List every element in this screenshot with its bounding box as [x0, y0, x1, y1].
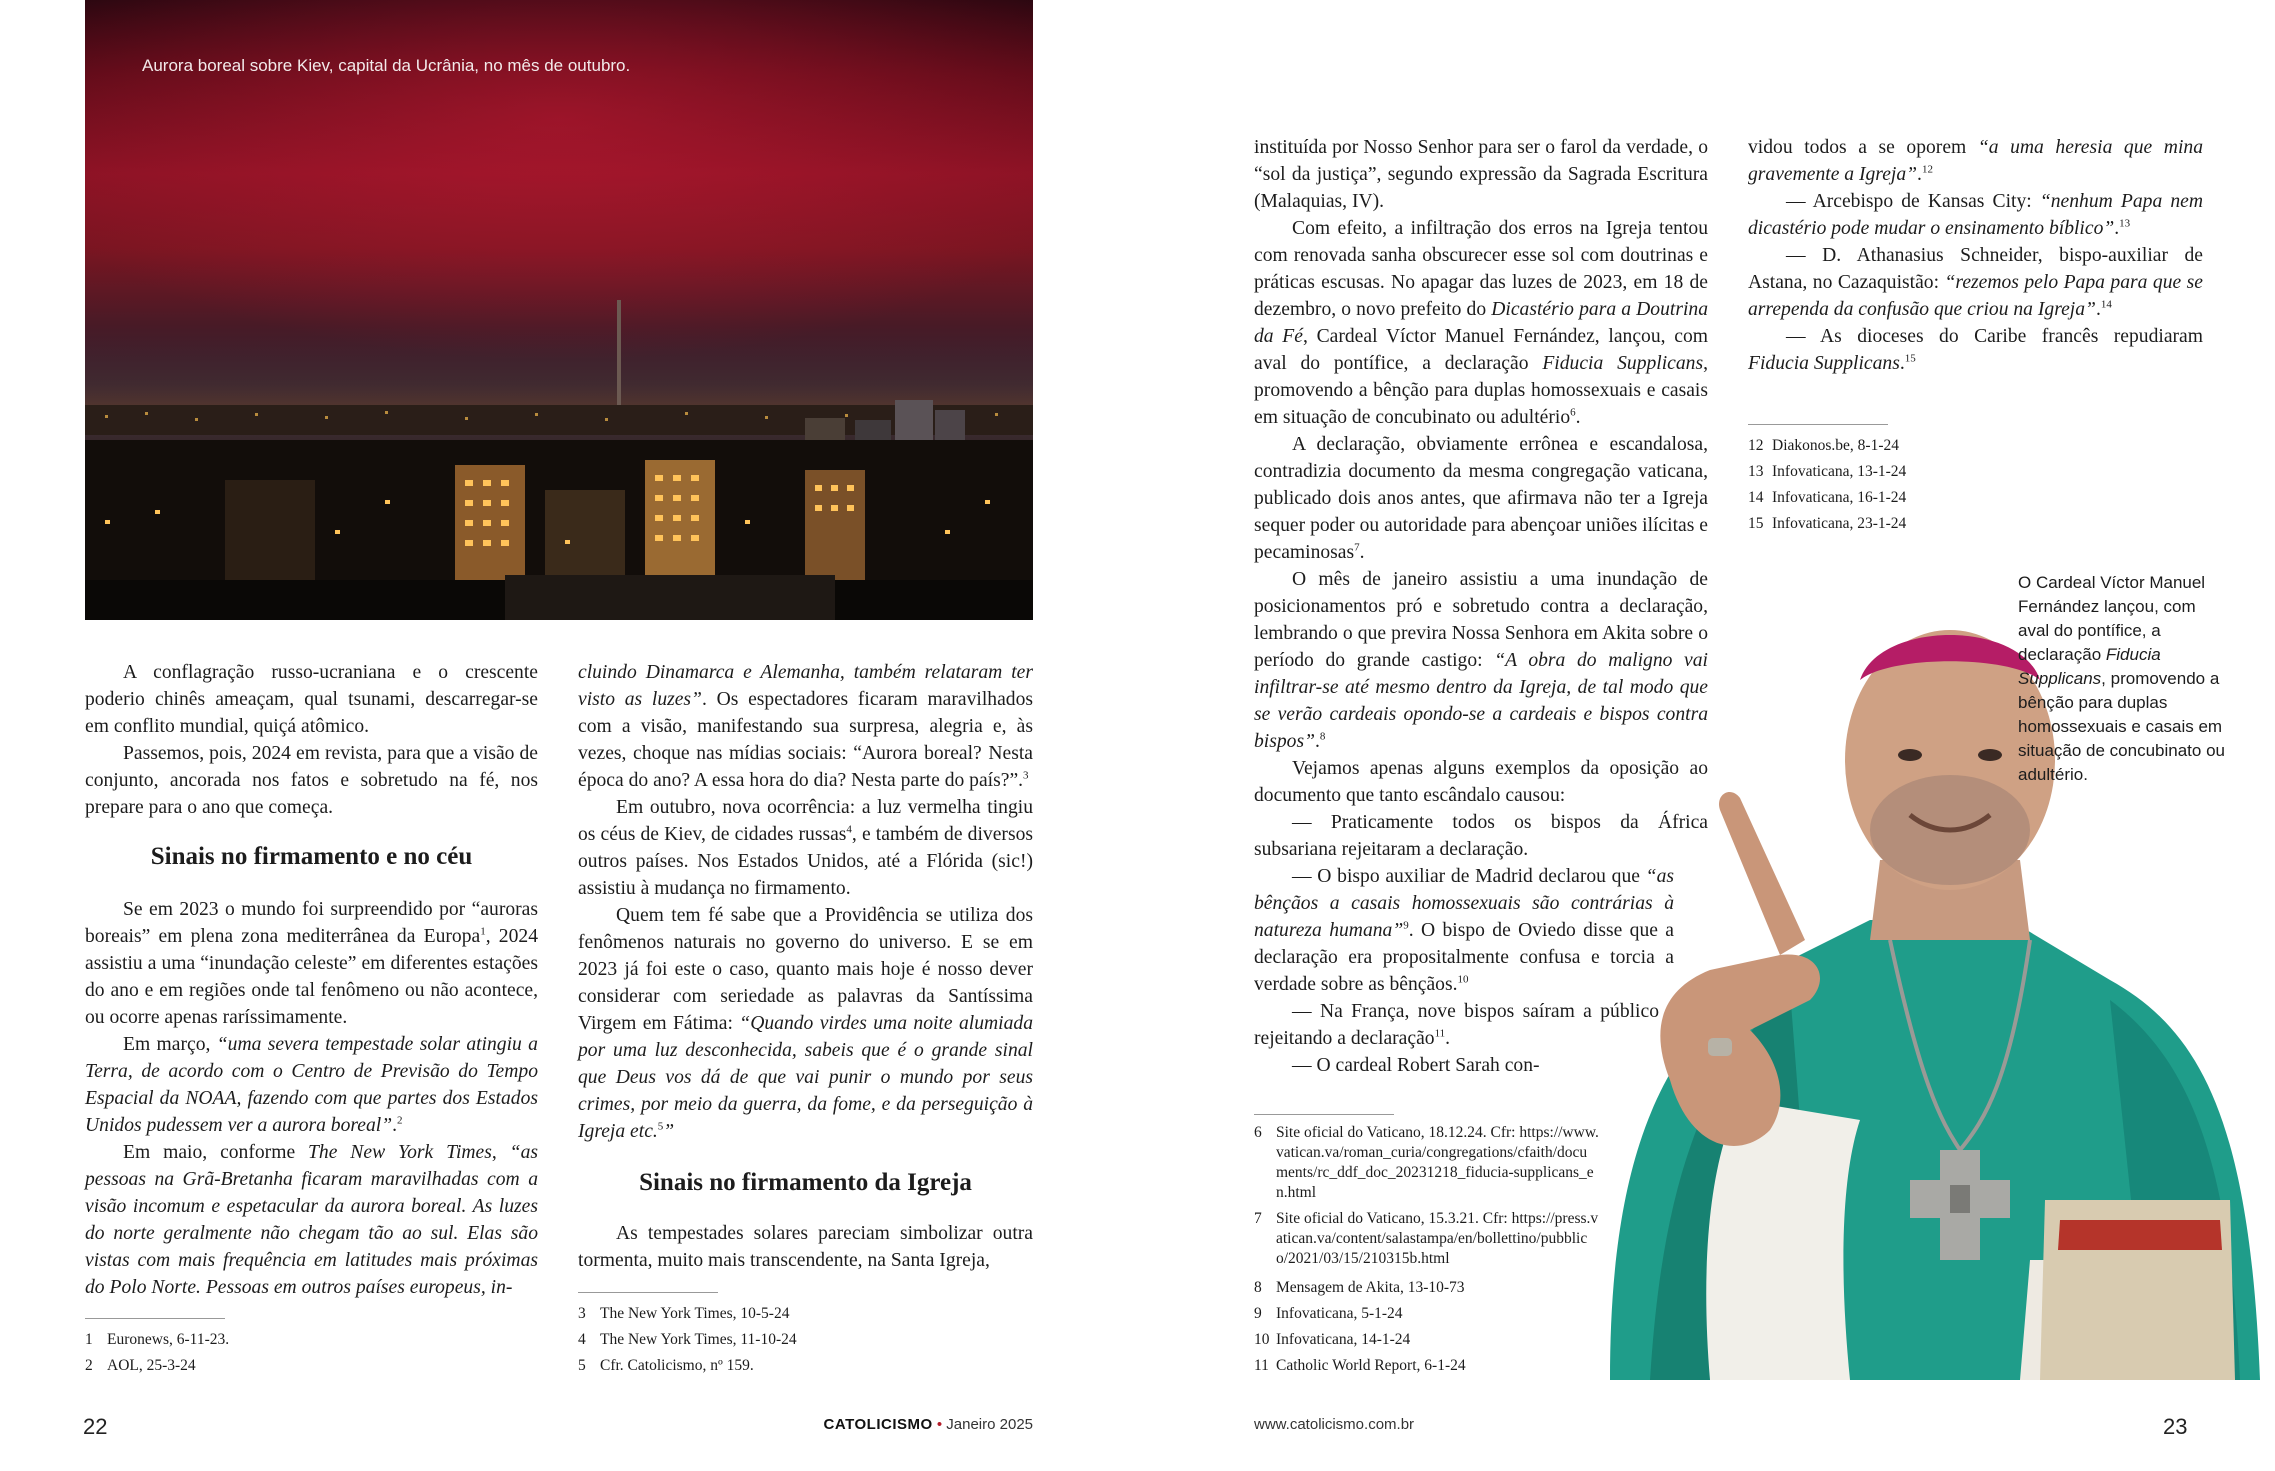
right-column-4 — [1748, 134, 2203, 377]
footnotes-col2 — [578, 1292, 1018, 1379]
footnote: 1 Euronews, 6-11-23. — [85, 1331, 230, 1348]
footnote: 11 Catholic World Report, 6-1-24 — [1254, 1357, 1466, 1374]
paragraph: Em outubro, nova ocorrência: a luz vermelha tingiu os céus de Kiev, de cidades russas$^4$, e também de diversos outros países. Nos Estados Unidos, até a Flórida (sic!) assistiu à mudança no firmamento. — [578, 797, 1033, 899]
footnote-rule — [1748, 424, 1888, 425]
footnote: 8 Mensagem de Akita, 13-10-73 — [1254, 1279, 1465, 1296]
footnote: 7 Site oficial do Vaticano, 15.3.21. Cfr: https://press.vatican.va/content/salastampa/en/bollettino/pubblico/2021/03/15/210315b.html — [1254, 1210, 1599, 1267]
footnote: 10 Infovaticana, 14-1-24 — [1254, 1331, 1411, 1348]
page-number-left: 22 — [83, 1414, 108, 1439]
footnotes-col3 — [1254, 1114, 1599, 1379]
paragraph: — D. Athanasius Schneider, bispo-auxiliar de Astana, no Cazaquistão: “rezemos pelo Papa para que se arrependa da confusão que criou na Igreja”.$^{14}$ — [1748, 245, 2203, 320]
website-link[interactable]: www.catolicismo.com.br — [1254, 1416, 1415, 1433]
paragraph: As tempestades solares pareciam simbolizar outra tormenta, muito mais transcendente, na Santa Igreja, — [578, 1223, 1033, 1271]
paragraph: vidou todos a se oporem “a uma heresia que mina gravemente a Igreja”.$^{12}$ — [1748, 137, 2203, 185]
city-skyline — [85, 0, 1033, 620]
left-column-2 — [578, 659, 1033, 1274]
page-number-right: 23 — [2163, 1414, 2188, 1439]
footnote: 5 Cfr. Catolicismo, nº 159. — [578, 1357, 754, 1374]
section-heading: Sinais no firmamento da Igreja — [639, 1169, 972, 1196]
issue-date: Janeiro 2025 — [946, 1416, 1033, 1433]
footnote: 4 The New York Times, 11-10-24 — [578, 1331, 797, 1348]
footnote: 14 Infovaticana, 16-1-24 — [1748, 489, 1907, 506]
paragraph: — O cardeal Robert Sarah con- — [1292, 1055, 1540, 1076]
paragraph: — Praticamente todos os bispos da África subsariana rejeitaram a declaração. — [1254, 812, 1708, 860]
footnote-rule — [1254, 1114, 1394, 1115]
paragraph: O mês de janeiro assistiu a uma inundação de posicionamentos pró e sobretudo contra a declaração, lembrando o que previra Nossa Senhora em Akita sobre o período do grande castigo: “A obra do maligno vai infiltrar-se até mesmo dentro da Igreja, de tal modo que se verão cardeais opondo-se a cardeais e bispos contra bispos”.$^8$ — [1254, 569, 1708, 752]
paragraph: — O bispo auxiliar de Madrid declarou que “as bênçãos a casais homossexuais são contrárias à natureza humana”$^9$. O bispo de Oviedo disse que a declaração era propositalmente confusa e torcia a verdade sobre as bênçãos.$^{10}$ — [1254, 866, 1674, 995]
separator-dot: • — [936, 1416, 943, 1433]
footnote-rule — [578, 1292, 718, 1293]
paragraph: — As dioceses do Caribe francês repudiaram Fiducia Supplicans.$^{15}$ — [1748, 326, 2203, 374]
paragraph: instituída por Nosso Senhor para ser o farol da verdade, o “sol da justiça”, segundo expressão da Sagrada Escritura (Malaquias, IV). — [1254, 137, 1708, 212]
paragraph: Passemos, pois, 2024 em revista, para que a visão de conjunto, ancorada nos fatos e sobretudo na fé, nos prepare para o ano que começa. — [85, 743, 538, 818]
footnote: 13 Infovaticana, 13-1-24 — [1748, 463, 1907, 480]
magazine-name: CATOLICISMO — [823, 1416, 933, 1433]
section-heading: Sinais no firmamento e no céu — [150, 843, 473, 870]
paragraph: A conflagração russo-ucraniana e o crescente poderio chinês ameaçam, qual tsunami, descarregar-se em conflito mundial, quiçá atômico. — [85, 662, 538, 737]
footnotes-col4 — [1748, 424, 2048, 537]
footnote: 2 AOL, 25-3-24 — [85, 1357, 196, 1374]
footnotes-col1 — [85, 1318, 525, 1379]
footnote: 9 Infovaticana, 5-1-24 — [1254, 1305, 1403, 1322]
paragraph: Se em 2023 o mundo foi surpreendido por “auroras boreais” em plena zona mediterrânea da Europa$^1$, 2024 assistiu a uma “inundação celeste” em diferentes estações do ano e em regiões onde tal fenômeno ou não acontece, ou ocorre apenas raríssimamente. — [85, 899, 538, 1028]
paragraph: — Na França, nove bispos saíram a público rejeitando a declaração$^{11}$. — [1254, 1001, 1659, 1049]
paragraph: Com efeito, a infiltração dos erros na Igreja tentou com renovada sanha obscurecer esse sol com doutrinas e práticas escusas. No apagar das luzes de 2023, em 18 de dezembro, o novo prefeito do Dicastério para a Doutrina da Fé, Cardeal Víctor Manuel Fernández, lançou, com aval do pontífice, a declaração Fiducia Supplicans, promovendo a bênção para duplas homossexuais e casais em situação de concubinato ou adultério$^6$. — [1254, 218, 1709, 428]
magazine-footer — [824, 1416, 1033, 1433]
paragraph: — Arcebispo de Kansas City: “nenhum Papa nem dicastério pode mudar o ensinamento bíblico”.$^{13}$ — [1748, 191, 2203, 239]
paragraph: A declaração, obviamente errônea e escandalosa, contradizia documento da mesma congregação vaticana, publicado dois anos antes, que afirmava não ter a Igreja sequer poder ou autoridade para abençoar uniões ilícitas e pecaminosas$^7$. — [1254, 434, 1708, 563]
left-column-1 — [85, 659, 538, 1301]
paragraph: cluindo Dinamarca e Alemanha, também relataram ter visto as luzes”. Os espectadores ficaram maravilhados com a visão, manifestando sua surpresa, alegria e, às vezes, choque nas mídias sociais: “Aurora boreal? Nesta época do ano? A essa hora do dia? Nesta parte do país?”.$^3$ — [578, 662, 1034, 791]
paragraph: Vejamos apenas alguns exemplos da oposição ao documento que tanto escândalo causou: — [1254, 758, 1708, 806]
footnote-rule — [85, 1318, 225, 1319]
paragraph: Em maio, conforme The New York Times, “as pessoas na Grã-Bretanha ficaram maravilhadas com a visão incomum e espetacular da aurora boreal. As luzes do norte geralmente não chegam tão ao sul. Elas são vistas com mais frequência em latitudes mais próximas do Polo Norte. Pessoas em outros países europeus, in- — [85, 1142, 538, 1298]
aurora-photo — [85, 0, 1033, 620]
photo-caption: Aurora boreal sobre Kiev, capital da Ucrânia, no mês de outubro. — [142, 56, 631, 75]
footnote: 6 Site oficial do Vaticano, 18.12.24. Cfr: https://www.vatican.va/roman_curia/congregations/cfaith/documents/rc_ddf_doc_20231218_fiducia-supplicans_en.html — [1254, 1124, 1599, 1201]
footnote: 12 Diakonos.be, 8-1-24 — [1748, 437, 1899, 454]
paragraph: Quem tem fé sabe que a Providência se utiliza dos fenômenos naturais no governo do universo. E se em 2023 já foi este o caso, quanto mais hoje é nosso dever considerar com seriedade as palavras da Santíssima Virgem em Fátima: “Quando virdes uma noite alumiada por uma luz desconhecida, sabeis que é o grande sinal que Deus vos dá de que vai punir o mundo por seus crimes, por meio da guerra, da fome, e da perseguição à Igreja etc.$^5$” — [578, 905, 1033, 1142]
footnote: 3 The New York Times, 10-5-24 — [578, 1305, 790, 1322]
cardinal-photo-caption: O Cardeal Víctor Manuel Fernández lançou, com aval do pontífice, a declaração Fiducia Supplicans, promovendo a bênção para duplas homossexuais e casais em situação de concubinato ou adultério. — [2018, 573, 2225, 784]
footnote: 15 Infovaticana, 23-1-24 — [1748, 515, 1907, 532]
paragraph: Em março, “uma severa tempestade solar atingiu a Terra, de acordo com o Centro de Previsão do Tempo Espacial da NOAA, fazendo com que partes dos Estados Unidos pudessem ver a aurora boreal”.$^2$ — [85, 1034, 538, 1136]
